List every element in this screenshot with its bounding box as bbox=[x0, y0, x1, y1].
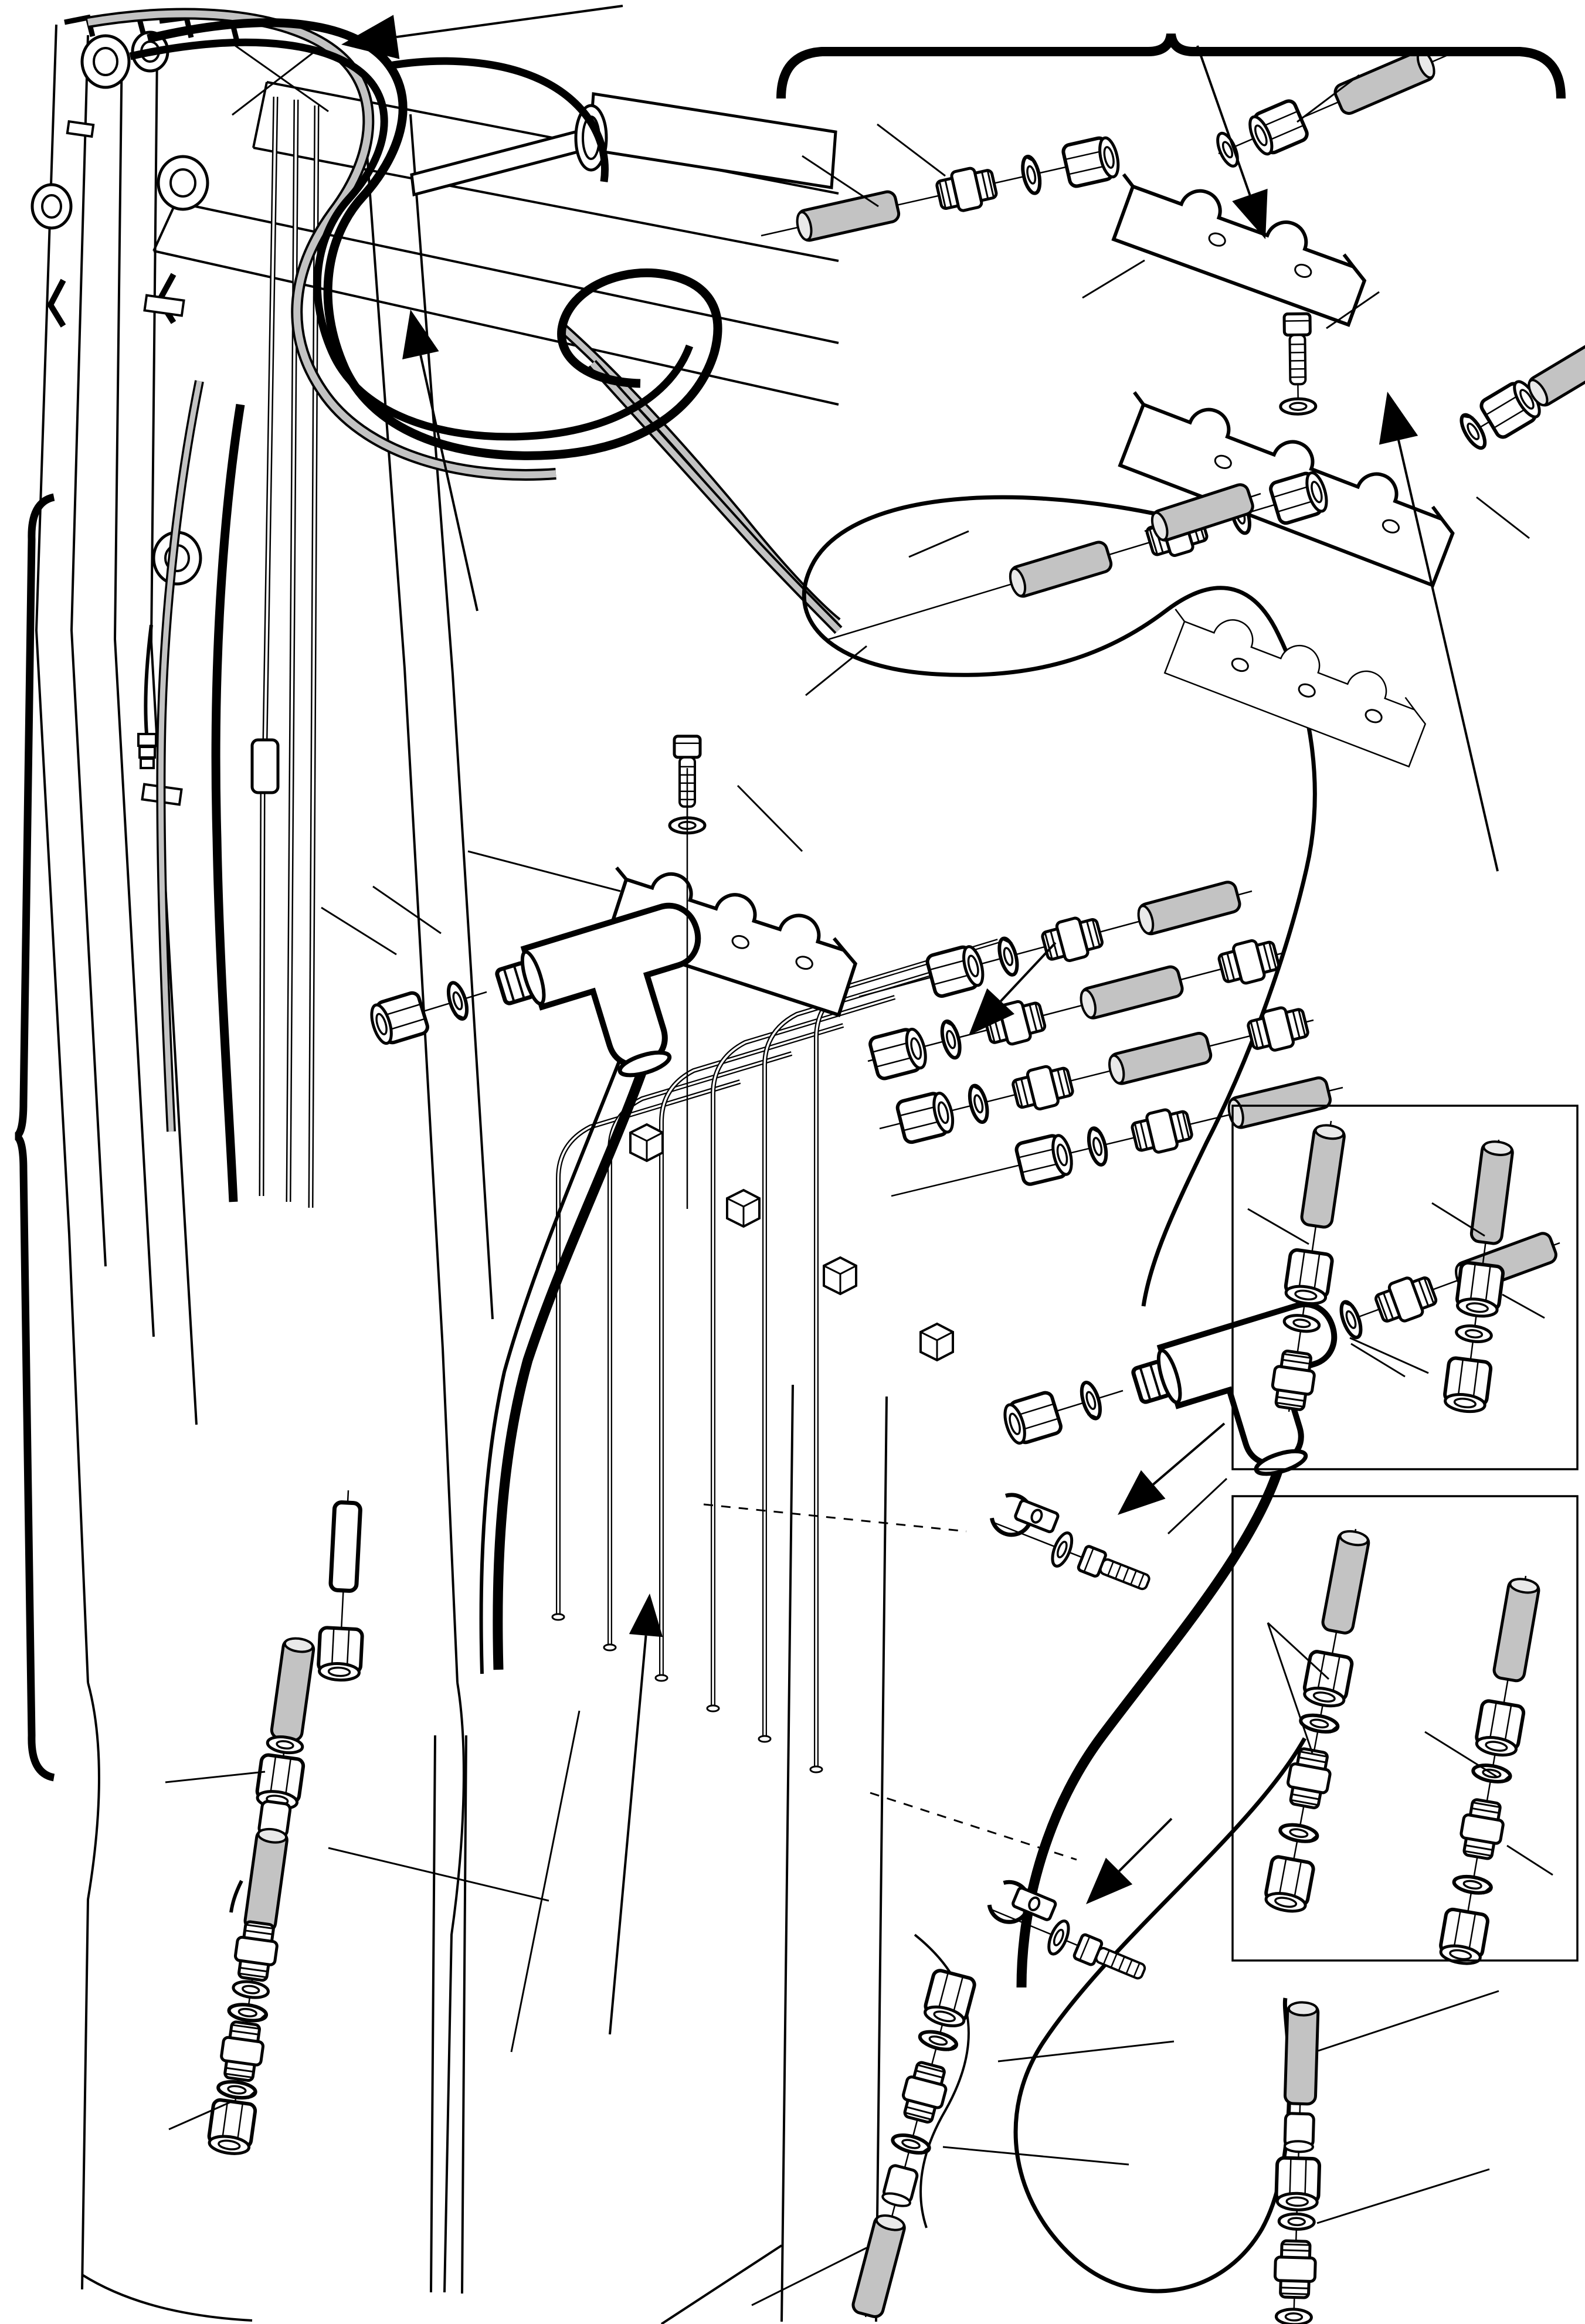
arrow-8 bbox=[610, 1593, 663, 2034]
part-washer bbox=[1048, 1530, 1075, 1568]
part-hose-gray bbox=[1107, 1032, 1212, 1086]
part-e-clip bbox=[1085, 1126, 1109, 1166]
part-washer bbox=[1281, 399, 1316, 414]
leader-line bbox=[165, 1772, 265, 1782]
part-e-clip bbox=[1279, 1822, 1319, 1844]
part-washer bbox=[1214, 131, 1242, 169]
part-cap-nut bbox=[926, 943, 987, 997]
part-e-clip bbox=[1338, 1299, 1365, 1340]
leader-line bbox=[1477, 497, 1529, 538]
cylinder-rod bbox=[412, 128, 593, 195]
spacer-block bbox=[727, 1190, 759, 1226]
part-hose-gray bbox=[1525, 331, 1585, 409]
part-union bbox=[1458, 1798, 1506, 1860]
part-washer bbox=[1045, 1918, 1072, 1956]
assembly-row-4 bbox=[891, 1076, 1343, 1196]
assembled-boom-view bbox=[32, 13, 839, 2320]
leader-line bbox=[511, 1711, 579, 2052]
spacer-block bbox=[824, 1258, 856, 1294]
assembly-bottom-left-chain bbox=[207, 1637, 315, 2156]
bent-tube bbox=[765, 969, 946, 1739]
leader-line bbox=[998, 2041, 1174, 2061]
part-sleeve bbox=[881, 2165, 918, 2209]
part-cap-nut bbox=[1443, 1357, 1492, 1414]
part-union bbox=[233, 1921, 280, 1982]
part-union bbox=[219, 2020, 266, 2081]
part-hose-gray bbox=[1471, 1140, 1514, 1244]
part-cap-nut bbox=[1302, 1650, 1353, 1709]
junction-bar-1 bbox=[1101, 164, 1374, 325]
part-hose-gray bbox=[795, 190, 900, 242]
part-e-clip bbox=[996, 936, 1021, 977]
part-e-clip bbox=[228, 2003, 267, 2023]
part-cap-nut bbox=[896, 1090, 956, 1144]
part-e-clip bbox=[445, 981, 471, 1021]
part-e-clip bbox=[217, 2080, 256, 2100]
part-hose-gray bbox=[1136, 881, 1242, 936]
leader-line bbox=[738, 786, 802, 851]
spacer-block bbox=[921, 1324, 953, 1360]
leader-line bbox=[752, 2248, 867, 2305]
part-hose-gray bbox=[1007, 540, 1113, 599]
arrow-7 bbox=[1086, 1819, 1172, 1904]
bent-tube-core bbox=[765, 969, 946, 1739]
leader-line bbox=[1317, 2169, 1489, 2223]
leader-line bbox=[321, 908, 396, 954]
part-washer bbox=[1279, 2213, 1315, 2230]
part-union bbox=[1040, 913, 1105, 966]
part-cap-nut bbox=[1264, 1856, 1315, 1914]
boom-edge bbox=[410, 114, 493, 1319]
part-cap-nut bbox=[368, 991, 429, 1047]
exploded-chains bbox=[207, 48, 1585, 2324]
leader-line bbox=[1351, 1344, 1405, 1377]
assembly-inset1-left-chain bbox=[1270, 1121, 1345, 1412]
part-cap-nut bbox=[1062, 135, 1122, 188]
part-e-clip bbox=[966, 1084, 990, 1124]
part-tube bbox=[330, 1502, 361, 1591]
tube-end bbox=[656, 1675, 667, 1681]
part-cap-nut bbox=[869, 1026, 929, 1080]
left-brace bbox=[16, 497, 54, 1778]
part-e-clip bbox=[1020, 155, 1043, 195]
spacer-blocks bbox=[630, 1124, 953, 1360]
part-hose-gray bbox=[1333, 48, 1438, 116]
part-e-clip bbox=[891, 2132, 931, 2156]
boom-edge bbox=[115, 42, 154, 1337]
spacer-block bbox=[630, 1124, 663, 1161]
arrow-4 bbox=[1379, 392, 1498, 871]
tube-end bbox=[707, 1705, 719, 1711]
assembly-inset2-left-chain bbox=[1264, 1529, 1370, 1914]
assembly-hose-upper-top bbox=[1214, 48, 1461, 169]
part-hose-gray bbox=[1226, 1076, 1332, 1130]
part-e-clip bbox=[918, 2029, 959, 2053]
assembly-inset1-right-chain bbox=[1443, 1140, 1513, 1414]
leader-line bbox=[1502, 1294, 1545, 1318]
part-hose-gray bbox=[1322, 1529, 1370, 1635]
tube-end bbox=[759, 1736, 771, 1742]
assembly-bottom-right-chain bbox=[1274, 2002, 1319, 2324]
leader-line bbox=[909, 531, 969, 557]
part-sleeve bbox=[1285, 2114, 1314, 2152]
part-e-clip bbox=[1078, 1380, 1104, 1421]
tube-end bbox=[604, 1645, 616, 1650]
part-union bbox=[1011, 1062, 1075, 1114]
part-hose-gray bbox=[1078, 965, 1184, 1020]
ghost-bar bbox=[1153, 598, 1436, 766]
part-hose-gray bbox=[244, 1827, 288, 1932]
assembly-junction2-exit bbox=[1457, 331, 1585, 451]
part-cap-nut bbox=[1015, 1133, 1075, 1186]
leader-line bbox=[806, 646, 867, 695]
part-union bbox=[1274, 2241, 1316, 2298]
leader-line bbox=[1168, 1479, 1227, 1534]
assembly-tee2-right bbox=[1338, 1231, 1560, 1340]
part-union bbox=[1217, 936, 1281, 988]
leader-line bbox=[1507, 1846, 1553, 1875]
leader-line bbox=[1082, 260, 1145, 298]
leader-line bbox=[943, 2147, 1129, 2165]
leader-line bbox=[328, 1848, 549, 1901]
assembly-tee1-left bbox=[368, 981, 487, 1047]
arrow-1 bbox=[341, 6, 623, 59]
part-hose-gray bbox=[271, 1637, 315, 1742]
leader-line bbox=[373, 886, 441, 933]
small-hose bbox=[145, 625, 151, 734]
part-washer bbox=[232, 1980, 269, 2000]
part-hose-gray bbox=[1301, 1123, 1345, 1228]
assembly-hose-clamp-2 bbox=[986, 1877, 1148, 1985]
part-union bbox=[1130, 1105, 1194, 1157]
tube-end bbox=[552, 1614, 564, 1620]
dashed-lines bbox=[704, 1504, 1077, 1860]
part-cap-nut bbox=[1276, 2157, 1320, 2210]
boom-edge bbox=[72, 35, 106, 1266]
tube-end bbox=[810, 1766, 822, 1772]
part-cap-nut bbox=[1438, 1908, 1489, 1966]
hose-link bbox=[231, 1881, 242, 1912]
part-hose-gray bbox=[851, 2213, 907, 2319]
part-union bbox=[935, 164, 999, 215]
segmented-fitting bbox=[138, 734, 156, 768]
part-cap-nut bbox=[1245, 99, 1309, 158]
part-clip bbox=[988, 1490, 1060, 1549]
bent-tube bbox=[713, 997, 895, 1708]
part-hose-gray bbox=[1285, 2002, 1318, 2104]
leader-line bbox=[1318, 1991, 1499, 2051]
part-cap-nut bbox=[1474, 1700, 1525, 1758]
top-brace bbox=[781, 34, 1561, 98]
tee-fittings bbox=[492, 899, 1369, 1504]
part-bolt bbox=[1073, 1934, 1148, 1985]
assembly-tee2-left bbox=[1001, 1380, 1123, 1446]
assembly-junction2-bolt bbox=[1281, 314, 1316, 414]
assembly-left-tube-end bbox=[318, 1490, 362, 1681]
part-e-clip bbox=[1457, 412, 1489, 451]
pipe-union bbox=[252, 740, 278, 793]
part-cap-nut bbox=[1455, 1262, 1504, 1318]
assembly-bottom-middle-chain bbox=[851, 1969, 976, 2319]
part-cap-nut bbox=[318, 1628, 362, 1681]
part-bolt bbox=[1284, 314, 1311, 385]
part-cap-nut bbox=[1284, 1249, 1333, 1306]
part-cap-nut bbox=[1001, 1391, 1063, 1447]
leader-line bbox=[877, 124, 945, 176]
part-union bbox=[1246, 1003, 1311, 1055]
bent-tube-core bbox=[713, 997, 895, 1708]
part-bolt bbox=[1078, 1545, 1153, 1595]
part-e-clip bbox=[939, 1020, 963, 1059]
leader-line bbox=[468, 851, 620, 891]
cylinder-barrel bbox=[589, 94, 836, 188]
part-cap-nut bbox=[207, 2099, 256, 2156]
part-washer bbox=[1455, 1324, 1492, 1343]
part-union bbox=[1373, 1271, 1440, 1328]
part-hose-gray bbox=[1493, 1577, 1540, 1682]
leader-line bbox=[1248, 1209, 1309, 1244]
arrow-6 bbox=[1118, 1423, 1224, 1515]
part-e-clip bbox=[1452, 1874, 1492, 1896]
part-washer bbox=[1276, 2309, 1312, 2324]
